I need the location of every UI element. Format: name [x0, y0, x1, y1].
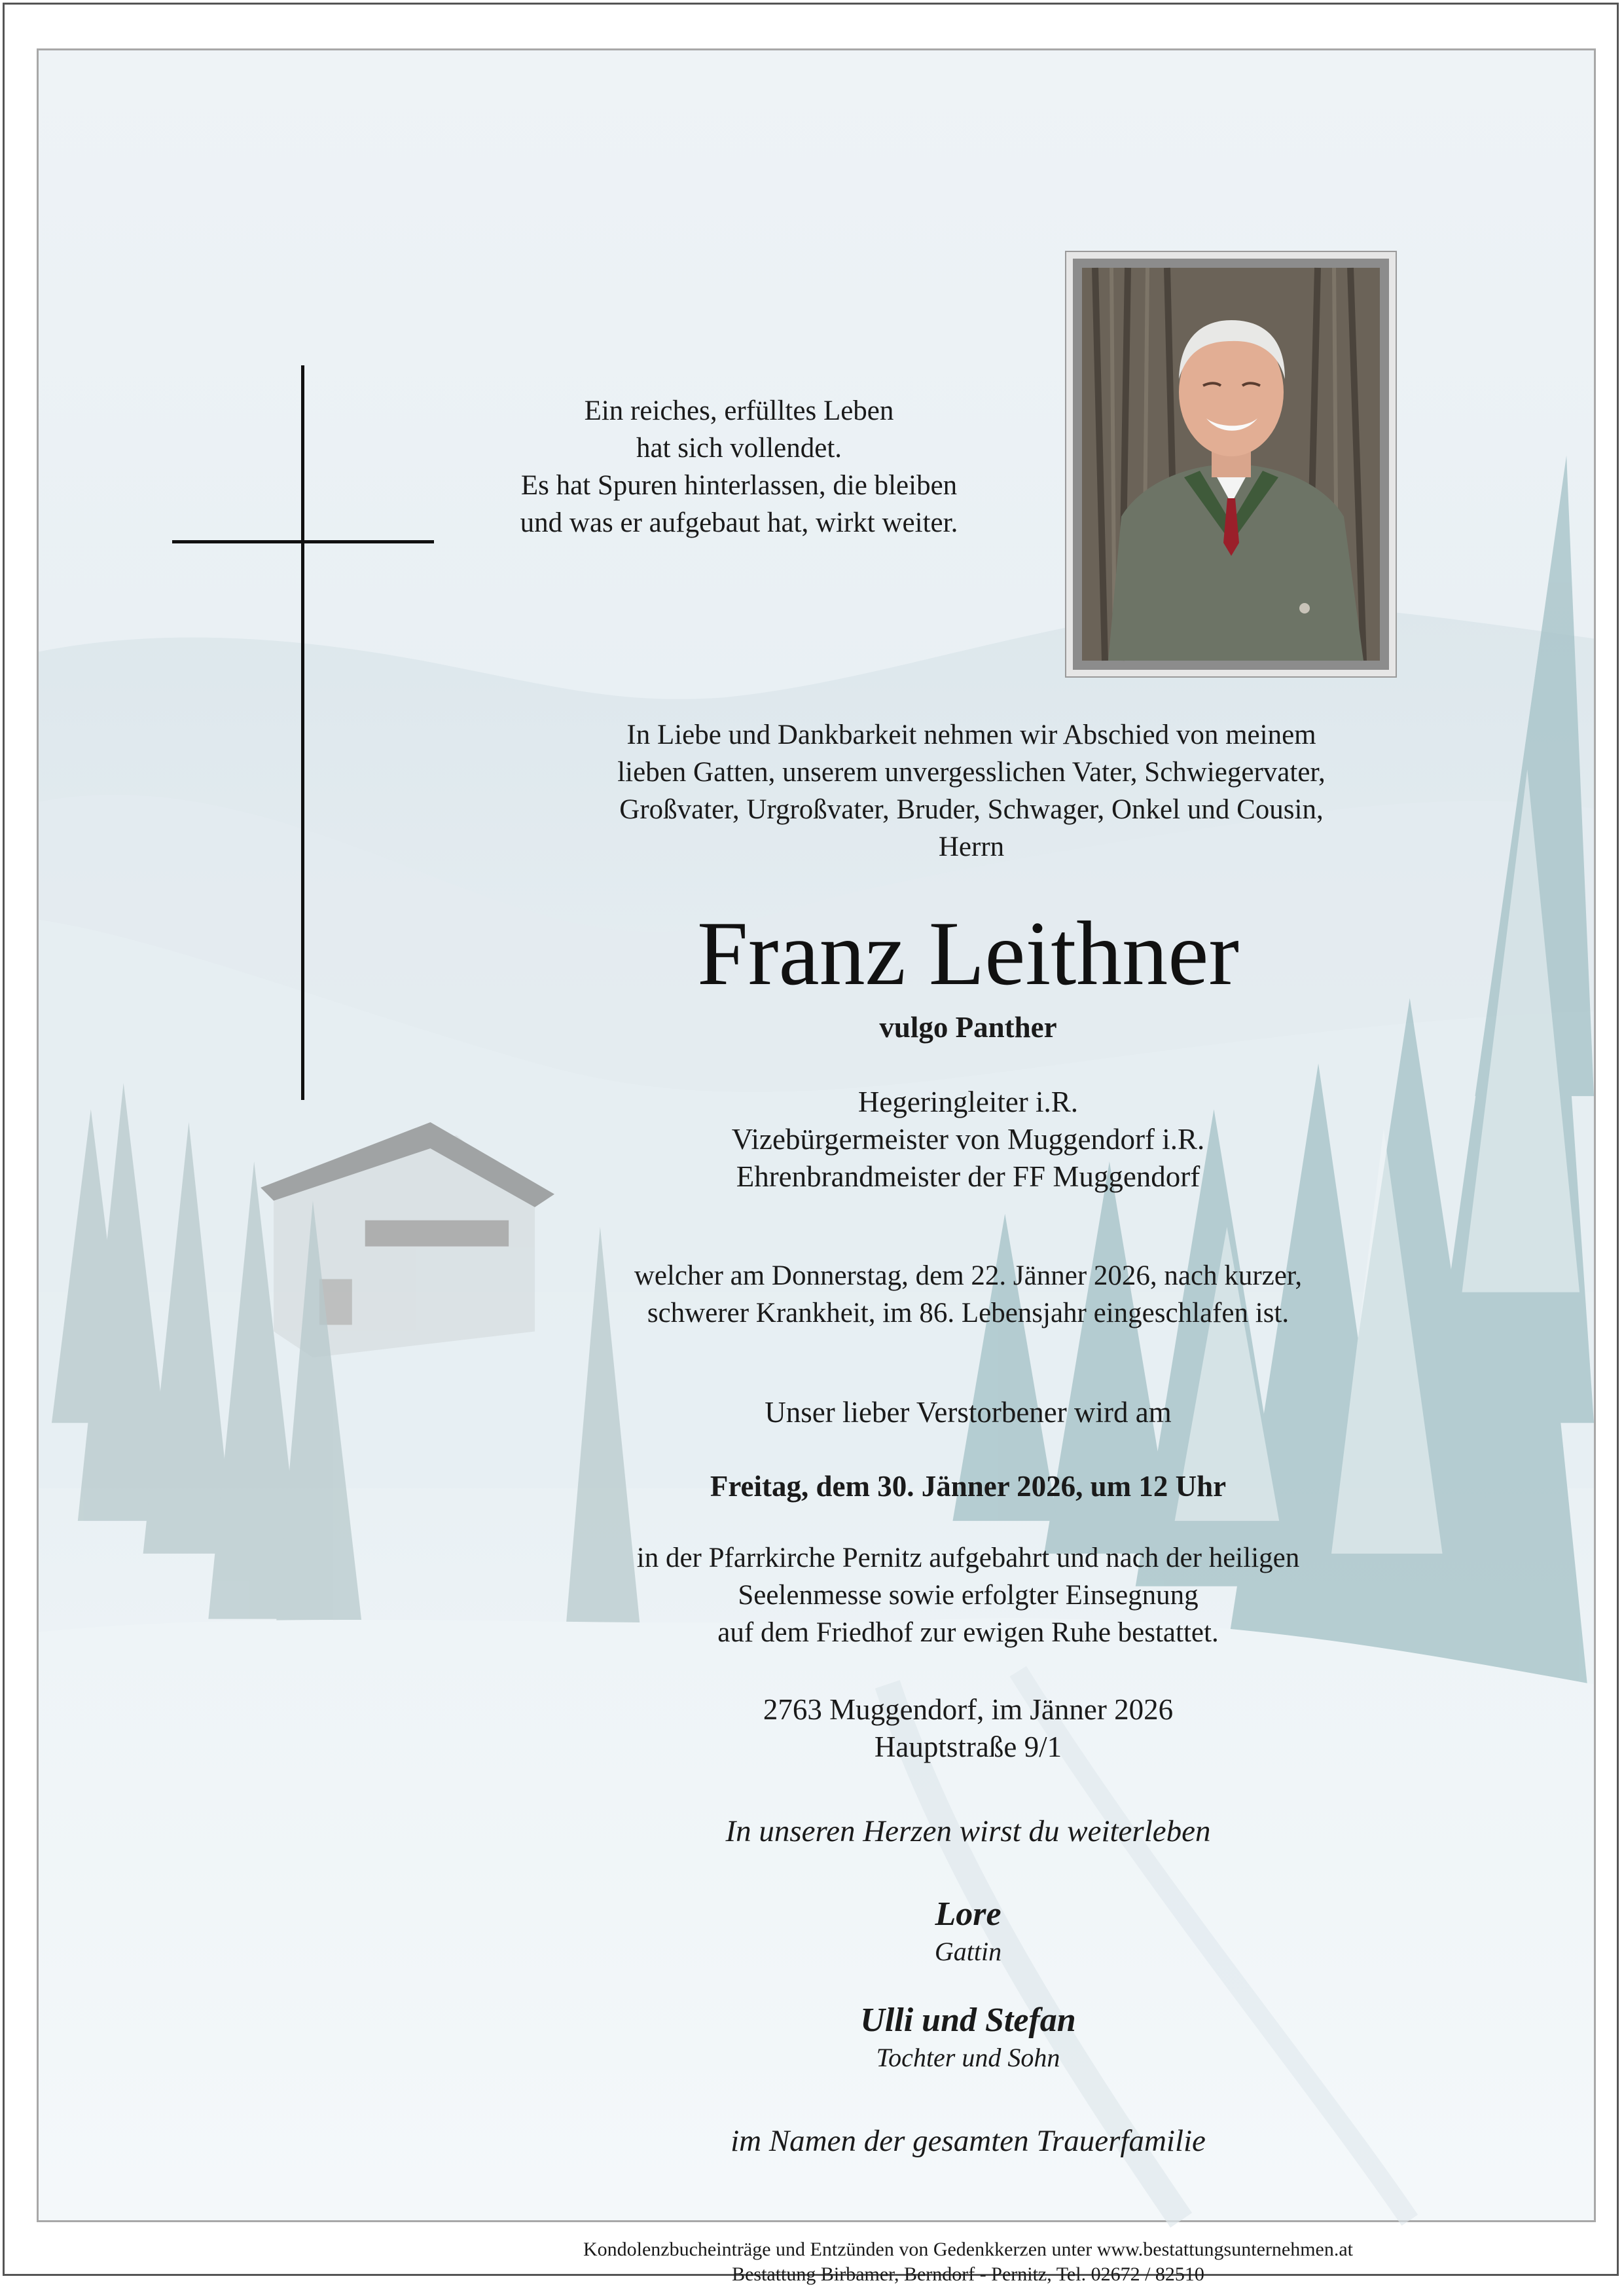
quote-line: hat sich vollendet. — [636, 433, 842, 464]
funeral-date: Freitag, dem 30. Jänner 2026, um 12 Uhr — [710, 1470, 1227, 1503]
portrait-image — [1082, 268, 1380, 661]
intro-line: In Liebe und Dankbarkeit nehmen wir Abschied von meinem — [626, 720, 1316, 750]
mourner-role: Gattin — [934, 1937, 1002, 1966]
title-line: Hegeringleiter i.R. — [857, 1086, 1079, 1118]
deceased-name: Franz Leithner — [697, 903, 1239, 1004]
deceased-titles — [628, 1084, 1308, 1196]
memorial-motto: In unseren Herzen wirst du weiterleben — [725, 1814, 1211, 1848]
obituary-card — [37, 48, 1596, 2285]
portrait-frame — [1065, 251, 1397, 678]
mourner-role: Tochter und Sohn — [876, 2043, 1060, 2072]
death-notice — [536, 1257, 1400, 1332]
quote-line: Ein reiches, erfülltes Leben — [584, 395, 894, 426]
quote-line: und was er aufgebaut hat, wirkt weiter. — [520, 507, 958, 538]
portrait-photo — [1082, 268, 1380, 661]
memorial-quote — [477, 392, 1001, 541]
farewell-intro — [536, 716, 1407, 866]
funeral-lead: Unser lieber Verstorbener wird am — [765, 1396, 1172, 1429]
footer-undertaker-line: Bestattung Birbamer, Berndorf - Pernitz, Tel. 02672 / 82510 — [732, 2263, 1204, 2285]
funeral-line: auf dem Friedhof zur ewigen Ruhe bestattet. — [717, 1617, 1219, 1648]
quote-line: Es hat Spuren hinterlassen, die bleiben — [520, 470, 958, 501]
footer-condolence-line: Kondolenzbucheinträge und Entzünden von Gedenkkerzen unter www.bestattungsunternehmen.at — [583, 2239, 1353, 2260]
funeral-line: Seelenmesse sowie erfolgter Einsegnung — [738, 1580, 1199, 1611]
intro-line: lieben Gatten, unserem unvergesslichen Vater, Schwiegervater, — [617, 757, 1326, 788]
deceased-nickname: vulgo Panther — [879, 1011, 1057, 1044]
mourner-name: Lore — [935, 1895, 1001, 1933]
death-line: schwerer Krankheit, im 86. Lebensjahr eingeschlafen ist. — [647, 1298, 1290, 1328]
title-line: Ehrenbrandmeister der FF Muggendorf — [736, 1160, 1200, 1193]
footer — [431, 2237, 1505, 2287]
closing-line: im Namen der gesamten Trauerfamilie — [731, 2124, 1206, 2158]
funeral-line: in der Pfarrkirche Pernitz aufgebahrt und nach der heiligen — [636, 1543, 1300, 1573]
place-and-date — [693, 1691, 1243, 1766]
address-line: Hauptstraße 9/1 — [874, 1730, 1062, 1763]
title-line: Vizebürgermeister von Muggendorf i.R. — [731, 1123, 1205, 1156]
funeral-details — [549, 1539, 1387, 1651]
cross-vertical-bar — [301, 365, 304, 1100]
place-line: 2763 Muggendorf, im Jänner 2026 — [763, 1693, 1174, 1726]
cross-horizontal-bar — [172, 540, 434, 543]
death-line: welcher am Donnerstag, dem 22. Jänner 2026, nach kurzer, — [634, 1260, 1303, 1291]
mourner-name: Ulli und Stefan — [860, 2002, 1076, 2039]
intro-line: Großvater, Urgroßvater, Bruder, Schwager, Onkel und Cousin, — [619, 794, 1324, 825]
intro-line: Herrn — [938, 832, 1005, 862]
